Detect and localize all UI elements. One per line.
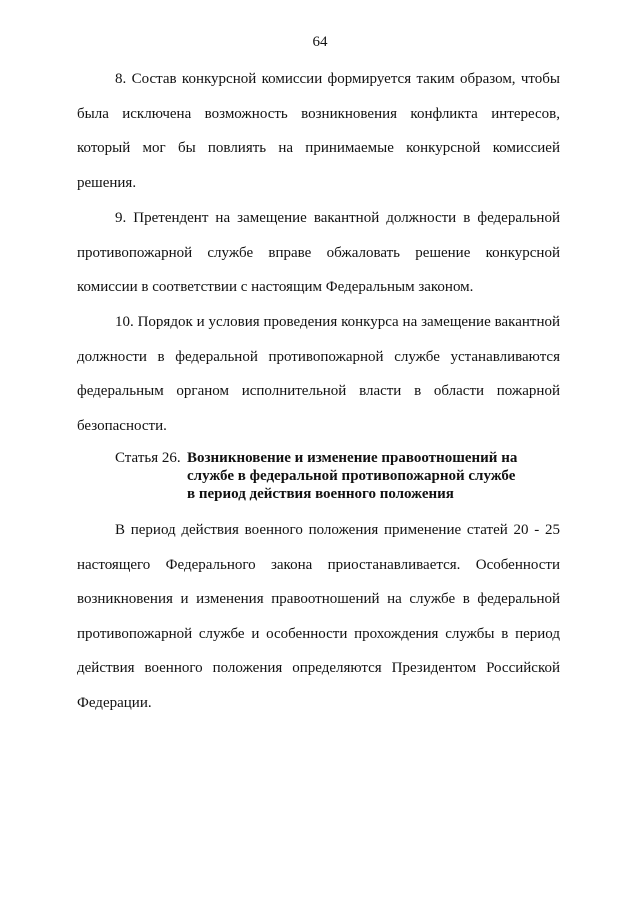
article-label: Статья 26. [115,450,181,466]
page-number: 64 [312,34,328,50]
article-title-line: в период действия военного положения [187,486,454,502]
article-title-line: Возникновение и изменение правоотношений на [187,450,518,466]
paragraph-9: 9. Претендент на замещение вакантной должности в федеральной противопожарной службе вправе обжаловать решение конкурсной комиссии в соответствии с настоящим Федеральным законом. [77,210,560,295]
paragraph-8: 8. Состав конкурсной комиссии формируется таким образом, чтобы была исключена возможность возникновения конфликта интересов, который мог бы повлиять на принимаемые конкурсной комиссией решения. [77,71,560,191]
article-body-paragraph: В период действия военного положения применение статей 20 - 25 настоящего Федерального закона приостанавливается. Особенности возникновения и изменения правоотношений на службе в федеральной противопожарной службе и особенности прохождения службы в период действия военного положения определяются Президентом Российской Федерации. [77,522,560,711]
article-title-line: службе в федеральной противопожарной службе [187,468,516,484]
paragraph-10: 10. Порядок и условия проведения конкурса на замещение вакантной должности в федеральной противопожарной службе устанавливаются федеральным органом исполнительной власти в области пожарной безопасности. [77,314,560,434]
article-title [187,449,557,503]
